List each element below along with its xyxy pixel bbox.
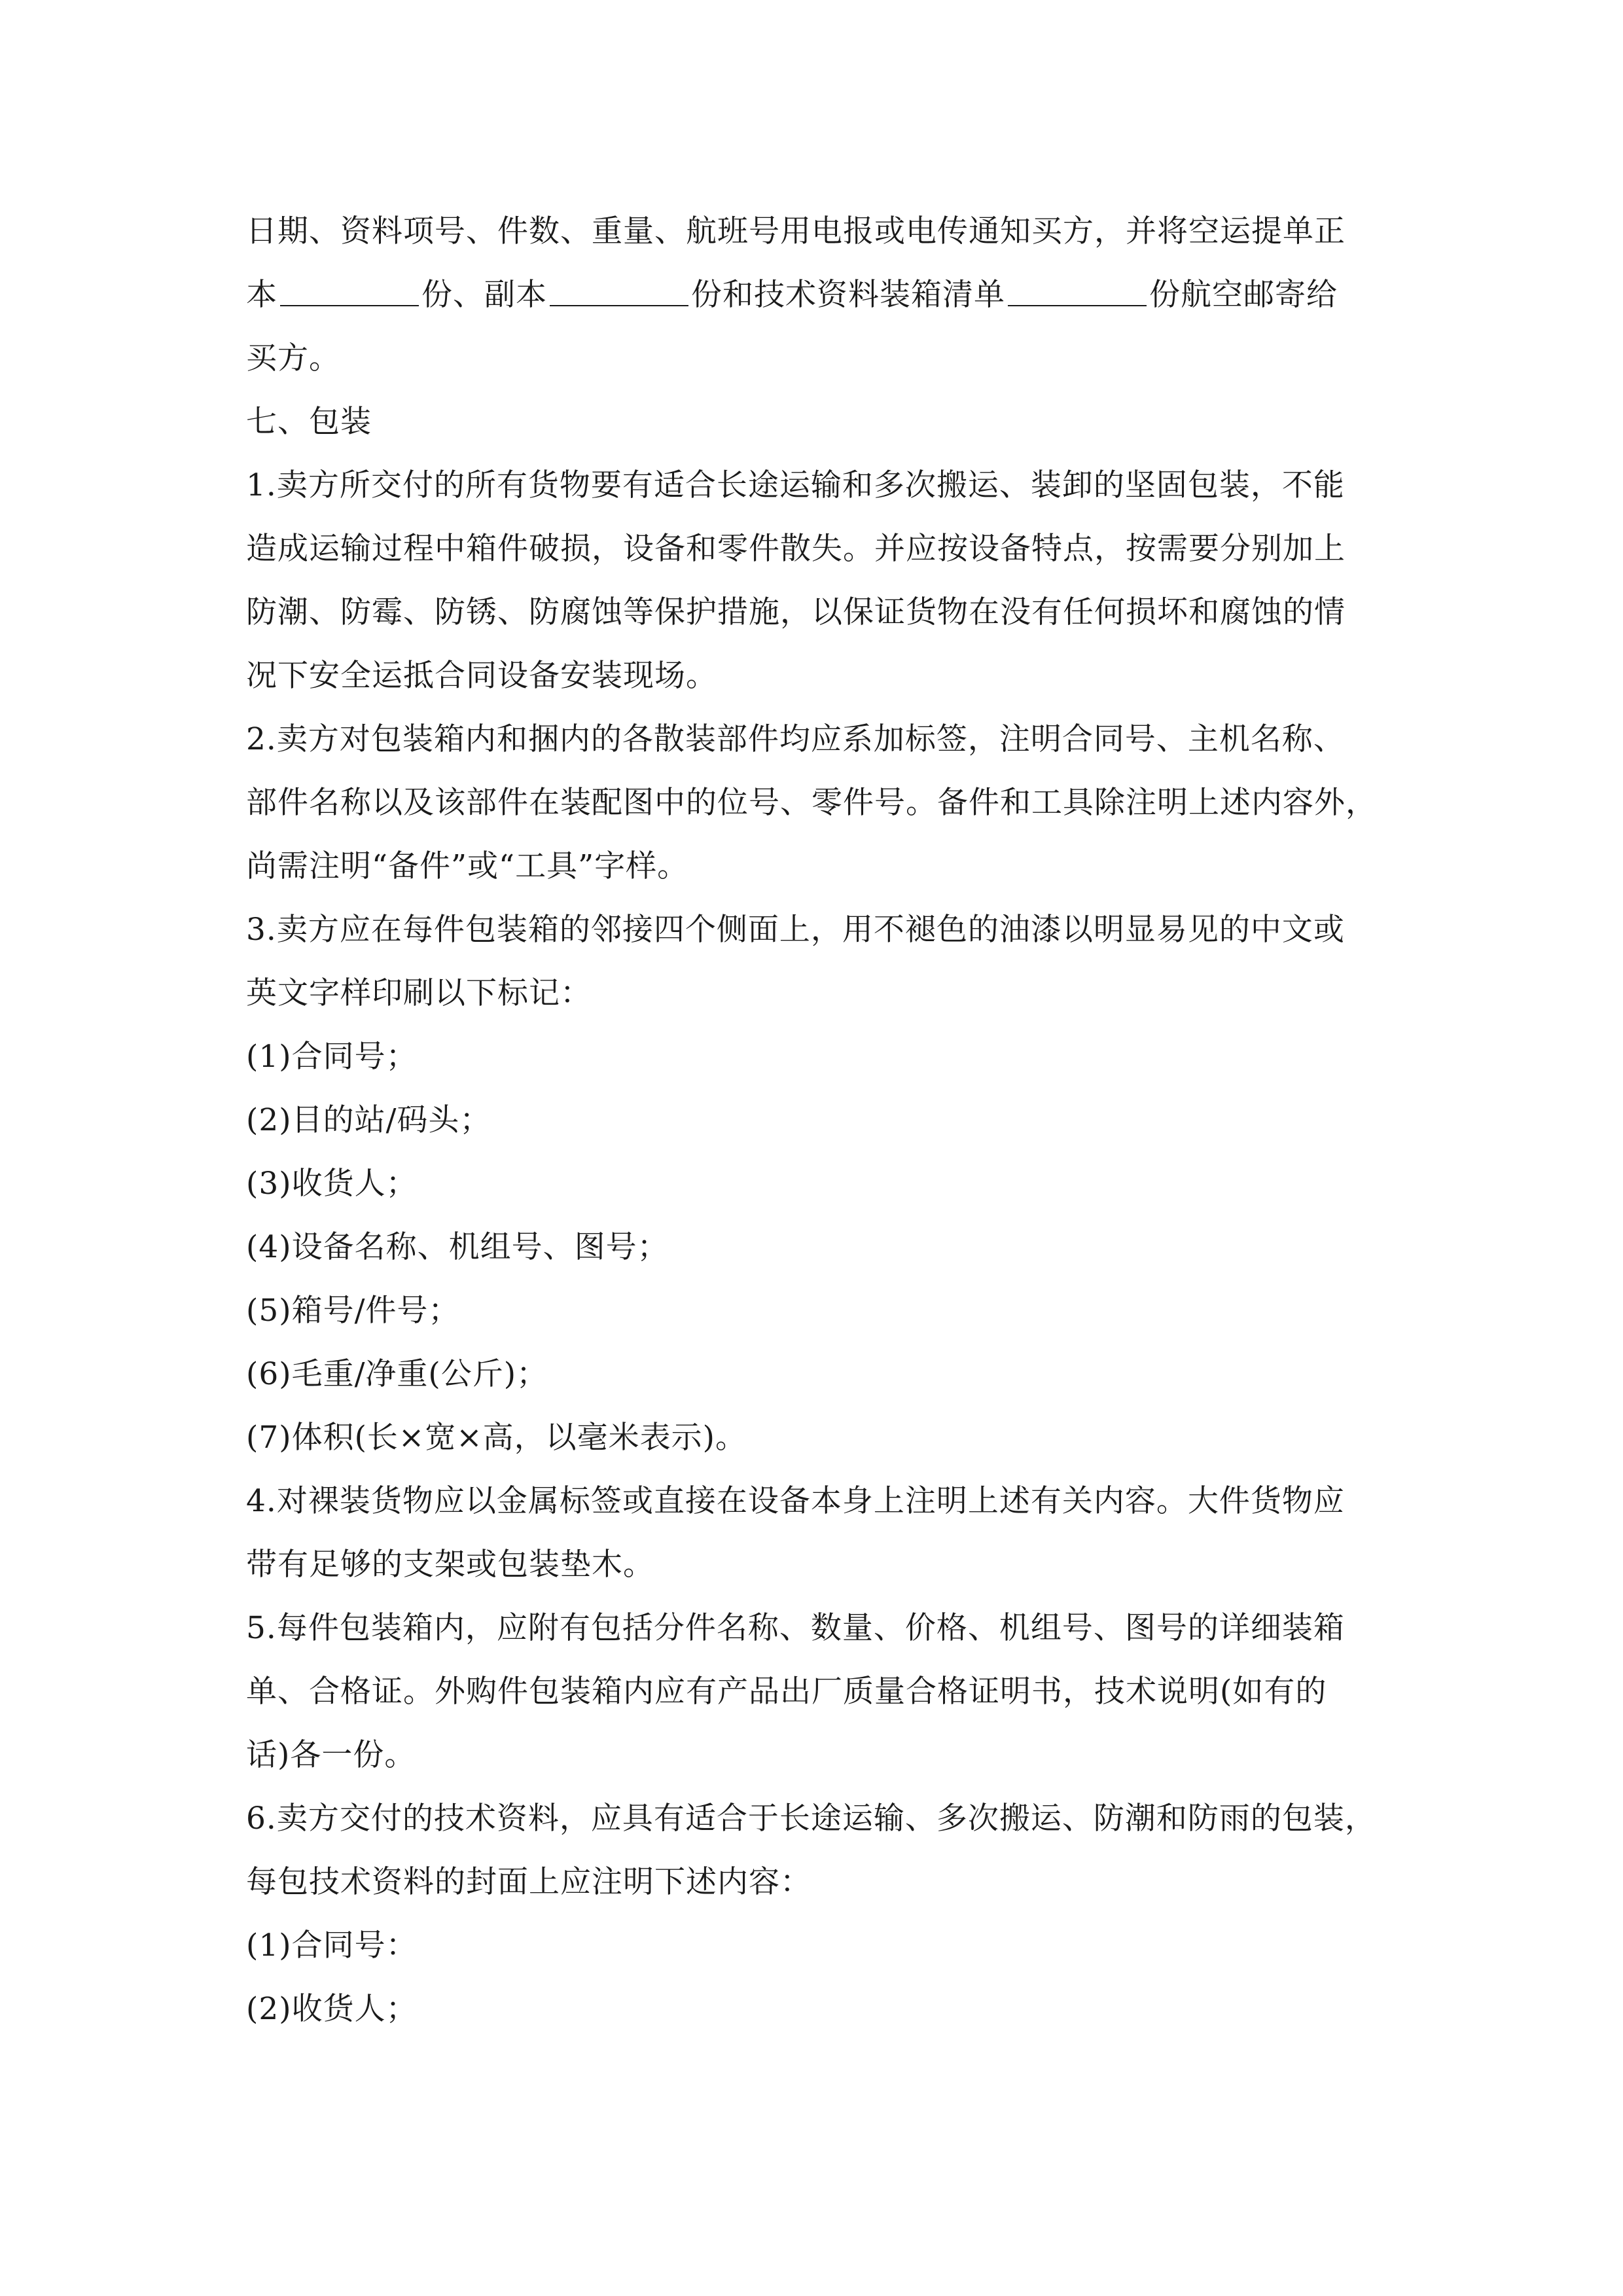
list-item: (1)合同号； [246, 1039, 418, 1075]
fill-in-blank [1008, 305, 1147, 306]
list-item: (2)目的站/码头； [246, 1102, 491, 1138]
fill-in-blank [280, 305, 419, 306]
list-item: (7)体积(长×宽×高，以毫米表示)。 [246, 1420, 747, 1456]
paragraph-line: 单、合格证。外购件包装箱内应有产品出厂质量合格证明书，技术说明(如有的 [246, 1674, 1327, 1710]
paragraph-line: 2.卖方对包装箱内和捆内的各散装部件均应系加标签，注明合同号、主机名称、 [246, 721, 1345, 757]
list-item: (3)收货人； [246, 1166, 418, 1202]
fill-in-blank [550, 305, 688, 306]
paragraph-line: 5.每件包装箱内，应附有包括分件名称、数量、价格、机组号、图号的详细装箱 [246, 1610, 1345, 1646]
list-item: (2)收货人； [246, 1991, 418, 2027]
paragraph-line: 话)各一份。 [246, 1737, 416, 1773]
paragraph-line: 6.卖方交付的技术资料，应具有适合于长途运输、多次搬运、防潮和防雨的包装， [246, 1801, 1376, 1837]
paragraph-line: 英文字样印刷以下标记： [246, 975, 592, 1011]
paragraph-line: 每包技术资料的封面上应注明下述内容： [246, 1864, 812, 1900]
text-fragment: 本 [246, 277, 277, 313]
paragraph-line: 造成运输过程中箱件破损，设备和零件散失。并应按设备特点，按需要分别加上 [246, 531, 1346, 567]
text-fragment: 份和技术资料装箱清单 [691, 277, 1005, 313]
document-page [246, 200, 1385, 2041]
list-item: (1)合同号： [246, 1928, 418, 1964]
text-fragment: 份、副本 [421, 277, 547, 313]
paragraph-line: 日期、资料项号、件数、重量、航班号用电报或电传通知买方，并将空运提单正 [246, 213, 1346, 249]
list-item: (4)设备名称、机组号、图号； [246, 1229, 669, 1265]
text-fragment: 份航空邮寄给 [1149, 277, 1338, 313]
paragraph-line: 况下安全运抵合同设备安装现场。 [246, 658, 717, 694]
paragraph-line: 买方。 [246, 340, 340, 376]
paragraph-line: 部件名称以及该部件在装配图中的位号、零件号。备件和工具除注明上述内容外， [246, 785, 1377, 821]
paragraph-line-with-blanks [246, 263, 1385, 327]
paragraph-line: 尚需注明“备件”或“工具”字样。 [246, 848, 689, 884]
list-item: (5)箱号/件号； [246, 1293, 460, 1329]
paragraph-line: 3.卖方应在每件包装箱的邻接四个侧面上，用不褪色的油漆以明显易见的中文或 [246, 912, 1345, 948]
paragraph-line: 带有足够的支架或包装垫木。 [246, 1547, 654, 1583]
list-item: (6)毛重/净重(公斤)； [246, 1356, 548, 1392]
paragraph-line: 防潮、防霉、防锈、防腐蚀等保护措施，以保证货物在没有任何损坏和腐蚀的情 [246, 594, 1346, 630]
paragraph-line: 1.卖方所交付的所有货物要有适合长途运输和多次搬运、装卸的坚固包装，不能 [246, 467, 1345, 503]
paragraph-line: 4.对裸装货物应以金属标签或直接在设备本身上注明上述有关内容。大件货物应 [246, 1483, 1345, 1519]
section-heading: 七、包装 [246, 404, 372, 440]
